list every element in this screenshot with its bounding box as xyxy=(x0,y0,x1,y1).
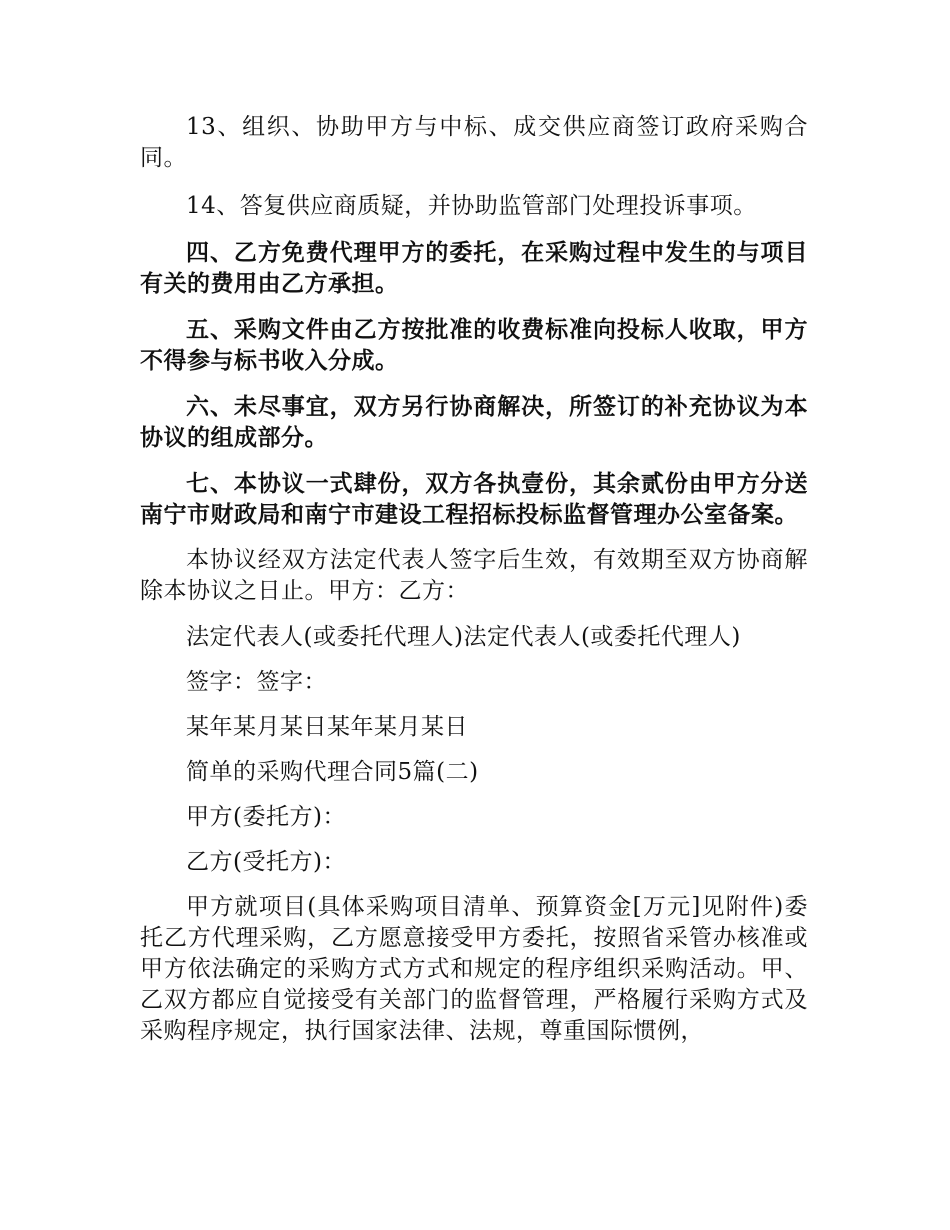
second-contract-title: 简单的采购代理合同5篇(二) xyxy=(186,759,479,785)
clause-13: 13、组织、协助甲方与中标、成交供应商签订政府采购合同。 xyxy=(140,114,808,171)
signature-line: 签字：签字： xyxy=(186,669,327,695)
party-b-line: 乙方(受托方)： xyxy=(186,849,346,875)
party-a-line: 甲方(委托方)： xyxy=(186,804,346,830)
document-body xyxy=(140,112,808,1047)
date-line: 某年某月某日某年某月某日 xyxy=(186,714,468,740)
legal-representatives: 法定代表人(或委托代理人)法定代表人(或委托代理人) xyxy=(186,624,741,650)
section-four: 四、乙方免费代理甲方的委托，在采购过程中发生的与项目有关的费用由乙方承担。 xyxy=(140,239,808,297)
entrustment-paragraph: 甲方就项目(具体采购项目清单、预算资金[万元]见附件)委托乙方代理采购，乙方愿意接受甲方委托，按照省采管办核准或甲方依法确定的采购方式方式和规定的程序组织采购活动。甲、乙双方都应自觉接受有关部门的监督管理，严格履行采购方式及采购程序规定，执行国家法律、法规，尊重国际惯例， xyxy=(140,894,808,1044)
clause-14: 14、答复供应商质疑，并协助监管部门处理投诉事项。 xyxy=(186,193,757,219)
section-seven: 七、本协议一式肆份，双方各执壹份，其余贰份由甲方分送南宁市财政局和南宁市建设工程招标投标监督管理办公室备案。 xyxy=(140,470,808,528)
agreement-validity: 本协议经双方法定代表人签字后生效，有效期至双方协商解除本协议之日止。甲方：乙方： xyxy=(140,547,808,604)
section-six: 六、未尽事宜，双方另行协商解决，所签订的补充协议为本协议的组成部分。 xyxy=(140,393,808,451)
section-five: 五、采购文件由乙方按批准的收费标准向投标人收取，甲方不得参与标书收入分成。 xyxy=(140,316,808,374)
